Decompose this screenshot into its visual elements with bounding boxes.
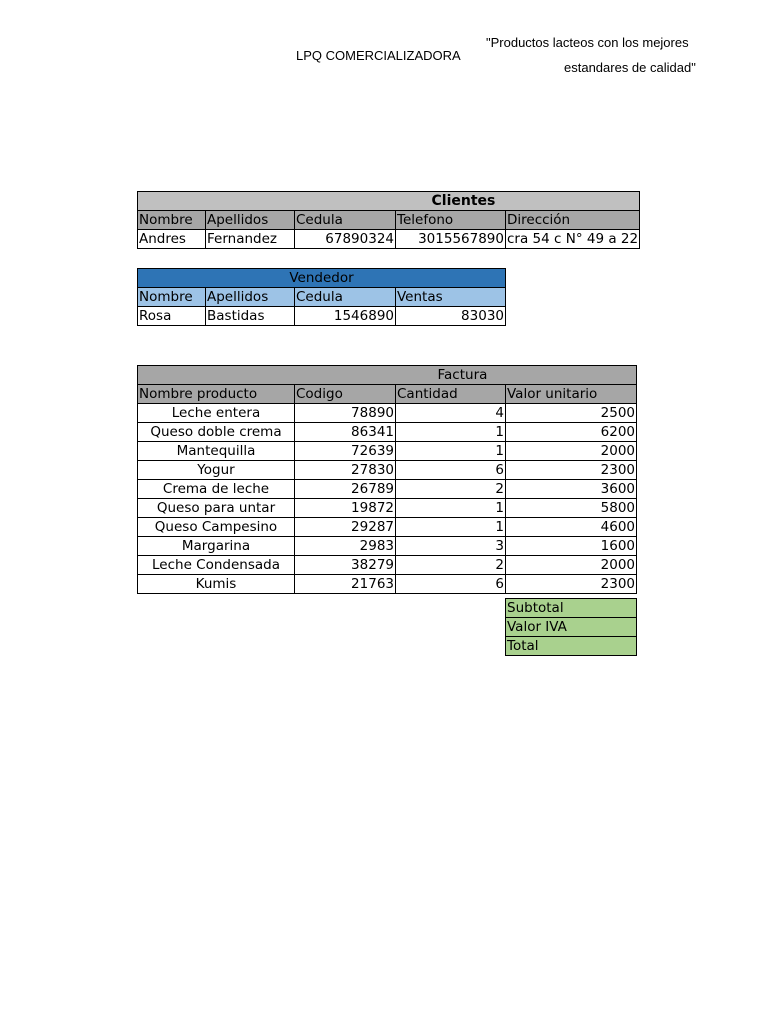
column-header: Cedula [295,211,396,230]
table-row [138,230,640,249]
product-code: 21763 [295,575,396,594]
product-code: 26789 [295,480,396,499]
subtotal-label: Subtotal [506,599,637,618]
column-header: Dirección [506,211,640,230]
product-name: Queso para untar [138,499,295,518]
factura-table [137,365,637,594]
product-unit-value: 2300 [506,575,637,594]
table-row [138,575,637,594]
product-name: Leche Condensada [138,556,295,575]
table-row [506,599,637,618]
product-unit-value: 1600 [506,537,637,556]
factura-header-row [138,385,637,404]
iva-label: Valor IVA [506,618,637,637]
product-code: 38279 [295,556,396,575]
table-row [506,618,637,637]
cell: Rosa [138,307,206,326]
product-code: 78890 [295,404,396,423]
product-name: Leche entera [138,404,295,423]
cell: 83030 [396,307,506,326]
product-code: 86341 [295,423,396,442]
product-unit-value: 2300 [506,461,637,480]
product-code: 2983 [295,537,396,556]
factura-title: Factura [396,366,637,385]
clientes-title: Clientes [396,192,640,211]
column-header: Codigo [295,385,396,404]
product-unit-value: 5800 [506,499,637,518]
column-header: Apellidos [206,288,295,307]
table-row [138,499,637,518]
product-quantity: 6 [396,461,506,480]
table-row [506,637,637,656]
product-quantity: 2 [396,556,506,575]
product-quantity: 3 [396,537,506,556]
product-quantity: 1 [396,499,506,518]
vendedor-table [137,268,506,326]
product-quantity: 6 [396,575,506,594]
cell: Fernandez [206,230,295,249]
product-unit-value: 2500 [506,404,637,423]
product-quantity: 1 [396,518,506,537]
product-name: Kumis [138,575,295,594]
column-header: Telefono [396,211,506,230]
product-name: Crema de leche [138,480,295,499]
product-name: Queso Campesino [138,518,295,537]
vendedor-title: Vendedor [138,269,506,288]
slogan-line-1: "Productos lacteos con los mejores [486,35,689,50]
product-unit-value: 6200 [506,423,637,442]
table-row [138,307,506,326]
product-code: 19872 [295,499,396,518]
company-name: LPQ COMERCIALIZADORA [296,48,461,63]
product-code: 72639 [295,442,396,461]
table-row [138,461,637,480]
product-code: 29287 [295,518,396,537]
product-unit-value: 4600 [506,518,637,537]
product-unit-value: 3600 [506,480,637,499]
factura-title-row [138,366,637,385]
column-header: Cedula [295,288,396,307]
product-name: Yogur [138,461,295,480]
cell: cra 54 c N° 49 a 22 [507,230,639,247]
vendedor-title-row [138,269,506,288]
column-header: Cantidad [396,385,506,404]
product-quantity: 4 [396,404,506,423]
clientes-title-row [138,192,640,211]
product-name: Margarina [138,537,295,556]
table-row [138,537,637,556]
cell: 3015567890 [396,230,506,249]
product-unit-value: 2000 [506,556,637,575]
vendedor-header-row [138,288,506,307]
clientes-table [137,191,640,249]
product-name: Queso doble crema [138,423,295,442]
slogan-line-2: estandares de calidad" [564,60,696,75]
product-quantity: 1 [396,423,506,442]
table-row [138,518,637,537]
column-header: Ventas [396,288,506,307]
column-header: Nombre [138,288,206,307]
table-row [138,480,637,499]
product-quantity: 1 [396,442,506,461]
column-header: Valor unitario [506,385,637,404]
column-header: Nombre [138,211,206,230]
cell: 1546890 [295,307,396,326]
product-unit-value: 2000 [506,442,637,461]
table-row [138,442,637,461]
totals-table [505,598,637,656]
table-row [138,423,637,442]
product-quantity: 2 [396,480,506,499]
cell: 67890324 [295,230,396,249]
table-row [138,556,637,575]
column-header: Nombre producto [138,385,295,404]
product-name: Mantequilla [138,442,295,461]
column-header: Apellidos [206,211,295,230]
cell: Bastidas [206,307,295,326]
clientes-header-row [138,211,640,230]
total-label: Total [506,637,637,656]
table-row [138,404,637,423]
cell: Andres [138,230,206,249]
product-code: 27830 [295,461,396,480]
